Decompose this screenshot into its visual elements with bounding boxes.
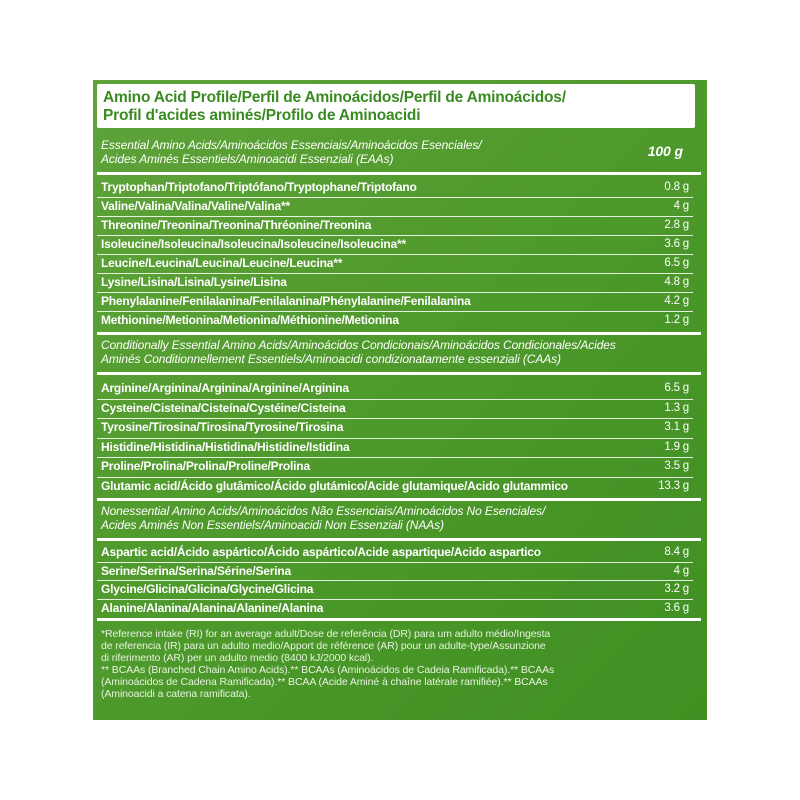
row-label: Valine/Valina/Valina/Valine/Valina** <box>101 199 290 213</box>
table-row <box>101 293 693 309</box>
row-value: 3.1 g <box>664 421 689 433</box>
row-value: 8.4 g <box>664 546 689 558</box>
row-value: 3.2 g <box>664 583 689 595</box>
table-row <box>101 198 693 214</box>
table-row <box>101 581 693 597</box>
row-label: Glutamic acid/Ácido glutâmico/Ácido glutámico/Acide glutamique/Acido glutammico <box>101 478 568 493</box>
row-value: 2.8 g <box>664 219 689 231</box>
row-value: 1.9 g <box>664 440 689 453</box>
conditional-heading-line-1: Conditionally Essential Amino Acids/Aminoácidos Condicionais/Aminoácidos Condicionales/Acides <box>101 338 616 352</box>
divider-thick <box>97 332 701 335</box>
row-label: Cysteine/Cisteina/Cisteína/Cystéine/Cisteina <box>101 400 346 415</box>
row-label: Methionine/Metionina/Metionina/Méthionine/Metionina <box>101 313 399 327</box>
title-line-1: Amino Acid Profile/Perfil de Aminoácidos/Perfil de Aminoácidos/ <box>103 89 566 106</box>
table-row <box>101 274 693 290</box>
row-value: 3.6 g <box>664 238 689 250</box>
table-row <box>101 312 693 328</box>
row-label: Aspartic acid/Ácido aspártico/Ácido aspártico/Acide aspartique/Acido aspartico <box>101 545 541 559</box>
nonessential-heading-line-1: Nonessential Amino Acids/Aminoácidos Não Essenciais/Aminoácidos No Esenciales/ <box>101 504 546 518</box>
nonessential-heading <box>101 504 691 532</box>
row-value: 1.2 g <box>664 314 689 326</box>
nonessential-heading-line-2: Acides Aminés Non Essentiels/Aminoacidi Non Essenziali (NAAs) <box>101 518 444 532</box>
table-row <box>101 563 693 579</box>
essential-heading-line-1: Essential Amino Acids/Aminoácidos Essenciais/Aminoácidos Esenciales/ <box>101 138 482 152</box>
essential-heading <box>101 138 691 166</box>
divider-thick <box>97 618 701 621</box>
row-label: Alanine/Alanina/Alanina/Alanine/Alanina <box>101 600 324 615</box>
row-value: 13.3 g <box>658 479 689 492</box>
table-row <box>101 478 693 494</box>
row-label: Isoleucine/Isoleucina/Isoleucina/Isoleucine/Isoleucina** <box>101 237 406 251</box>
row-label: Tryptophan/Triptofano/Triptófano/Tryptophane/Triptofano <box>101 180 417 194</box>
conditional-heading <box>101 338 691 366</box>
row-label: Threonine/Treonina/Treonina/Thréonine/Treonina <box>101 218 372 232</box>
row-value: 4.8 g <box>664 276 689 288</box>
footnote-line: ** BCAAs (Branched Chain Amino Acids).** BCAAs (Aminoácidos de Cadeia Ramificada).** BCAAs <box>101 664 555 676</box>
table-row <box>101 544 693 560</box>
table-row <box>101 179 693 195</box>
table-row <box>101 400 693 416</box>
footnote-line: (Aminoácidos de Cadena Ramificada).** BCAA (Acide Aminé à chaîne latérale ramifiée).** BCAAs <box>101 676 548 688</box>
row-value: 3.5 g <box>664 460 689 472</box>
table-row <box>101 255 693 271</box>
divider-thick <box>97 498 701 501</box>
row-label: Lysine/Lisina/Lisina/Lysine/Lisina <box>101 275 287 289</box>
row-label: Phenylalanine/Fenilalanina/Fenilalanina/Phénylalanine/Fenilalanina <box>101 294 471 308</box>
row-label: Proline/Prolina/Prolina/Proline/Prolina <box>101 459 310 473</box>
row-value: 6.5 g <box>664 257 689 269</box>
divider-thick <box>97 538 701 541</box>
row-label: Histidine/Histidina/Histidina/Histidine/Istidina <box>101 439 350 454</box>
quantity-label: 100 g <box>647 143 683 159</box>
row-label: Tyrosine/Tirosina/Tirosina/Tyrosine/Tirosina <box>101 420 344 434</box>
essential-heading-line-2: Acides Aminés Essentiels/Aminoacidi Essenziali (EAAs) <box>101 152 394 166</box>
table-row <box>101 600 693 616</box>
table-row <box>101 439 693 455</box>
row-value: 3.6 g <box>664 601 689 614</box>
table-row <box>101 419 693 435</box>
footnote-line: de referencia (IR) para un adulto medio/Apport de référence (AR) pour un adulte-type/Assunzione <box>101 640 546 652</box>
divider-thick <box>97 372 701 375</box>
row-value: 0.8 g <box>664 181 689 193</box>
row-value: 4.2 g <box>664 295 689 307</box>
divider-thick <box>97 172 701 175</box>
footnote-line: di riferimento (AR) per un adulto medio (8400 kJ/2000 kcal). <box>101 652 374 664</box>
title-box <box>97 84 695 128</box>
table-row <box>101 236 693 252</box>
table-row <box>101 217 693 233</box>
table-row <box>101 458 693 474</box>
table-row <box>101 380 693 396</box>
row-label: Leucine/Leucina/Leucina/Leucine/Leucina** <box>101 256 343 270</box>
footnote-line: *Reference intake (RI) for an average adult/Dose de referência (DR) para um adulto médio/Ingesta <box>101 628 551 640</box>
conditional-heading-line-2: Aminés Conditionnellement Essentiels/Aminoacidi condizionatamente essenziali (CAAs) <box>101 352 561 366</box>
row-value: 4 g <box>673 564 689 577</box>
row-value: 4 g <box>673 200 689 212</box>
row-label: Glycine/Glicina/Glicina/Glycine/Glicina <box>101 582 314 596</box>
row-label: Arginine/Arginina/Arginina/Arginine/Arginina <box>101 381 349 395</box>
row-value: 1.3 g <box>664 401 689 414</box>
footnotes <box>101 628 697 700</box>
page-title <box>97 84 695 125</box>
row-value: 6.5 g <box>664 382 689 394</box>
amino-acid-label-panel <box>93 80 707 720</box>
row-label: Serine/Serina/Serina/Sérine/Serina <box>101 563 291 578</box>
footnote-line: (Aminoacidi a catena ramificata). <box>101 688 251 700</box>
title-line-2: Profil d'acides aminés/Profilo de Aminoacidi <box>103 107 421 124</box>
